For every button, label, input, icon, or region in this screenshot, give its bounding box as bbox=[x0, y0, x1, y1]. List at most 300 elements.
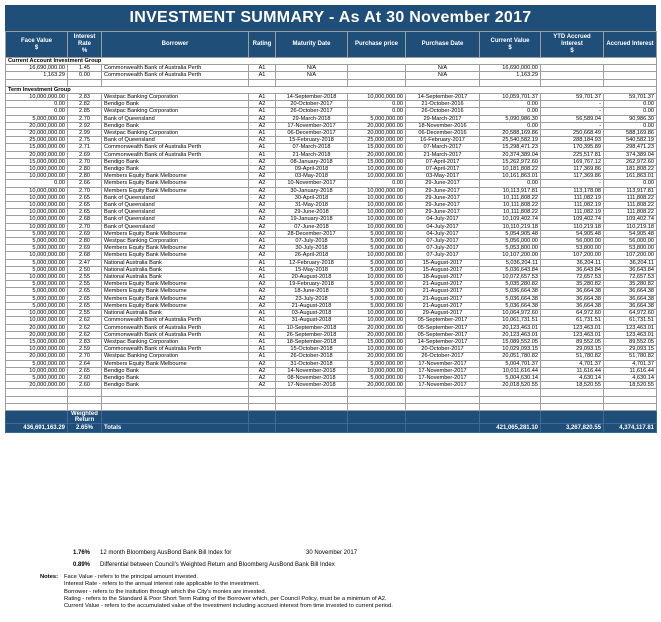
table-cell: Members Equity Bank Melbourne bbox=[102, 230, 249, 237]
table-cell: 10,029,093.15 bbox=[480, 346, 541, 353]
table-cell: 16-February-2017 bbox=[406, 137, 480, 144]
table-cell: 10,000,000.00 bbox=[348, 367, 406, 374]
table-cell: Members Equity Bank Melbourne bbox=[102, 252, 249, 259]
table-cell: 5,054,905.48 bbox=[480, 230, 541, 237]
table-row bbox=[6, 353, 657, 360]
table-cell: 14-November-2018 bbox=[276, 367, 348, 374]
table-cell: 10,000,000.00 bbox=[6, 367, 68, 374]
table-cell: 23-July-2018 bbox=[276, 295, 348, 302]
table-cell: 5,000,000.00 bbox=[348, 288, 406, 295]
table-cell: 5,036,643.84 bbox=[480, 266, 541, 273]
table-row bbox=[6, 216, 657, 223]
section-label: Term Investment Group bbox=[6, 86, 657, 93]
note-line: Borrower - refers to the insitution through which the City's monies are invested. bbox=[64, 588, 267, 595]
table-cell: - bbox=[541, 108, 604, 115]
table-cell: - bbox=[541, 122, 604, 129]
table-cell bbox=[480, 403, 541, 410]
table-row bbox=[6, 108, 657, 115]
table-cell: 169,767.12 bbox=[541, 158, 604, 165]
table-cell: 5,036,664.38 bbox=[480, 302, 541, 309]
table-cell: 2.69 bbox=[68, 245, 102, 252]
table-cell: 10,000,000.00 bbox=[6, 94, 68, 101]
table-cell: 10,072,657.53 bbox=[480, 274, 541, 281]
table-cell: 16,690,000.00 bbox=[480, 65, 541, 72]
table-cell: A1 bbox=[249, 144, 276, 151]
table-cell: 5,000,000.00 bbox=[6, 115, 68, 122]
table-row bbox=[6, 382, 657, 389]
table-cell: 4,630.14 bbox=[604, 374, 657, 381]
table-cell: Bank of Queensland bbox=[102, 209, 249, 216]
table-cell: 5,004,630.14 bbox=[480, 374, 541, 381]
table-cell: 21-August-2017 bbox=[406, 302, 480, 309]
table-cell: 17-November-2017 bbox=[406, 367, 480, 374]
table-cell: 51,780.82 bbox=[541, 353, 604, 360]
table-cell: 2.75 bbox=[68, 137, 102, 144]
table-cell: Commonwealth Bank of Australia Perth bbox=[102, 151, 249, 158]
table-cell bbox=[480, 396, 541, 403]
table-cell: 10,000,000.00 bbox=[6, 252, 68, 259]
table-cell: 1,163.29 bbox=[480, 72, 541, 79]
table-cell: 2.47 bbox=[68, 259, 102, 266]
table-cell bbox=[604, 396, 657, 403]
table-cell: Commonwealth Bank of Australia Perth bbox=[102, 317, 249, 324]
table-cell: 5,000,000.00 bbox=[6, 360, 68, 367]
column-header: Rating bbox=[249, 32, 276, 58]
table-cell: 5,056,000.00 bbox=[480, 238, 541, 245]
table-cell: 18-August-2017 bbox=[406, 274, 480, 281]
table-cell: Members Equity Bank Melbourne bbox=[102, 187, 249, 194]
benchmark-section bbox=[5, 550, 656, 569]
table-cell: N/A bbox=[276, 72, 348, 79]
table-cell: 20,000,000.00 bbox=[348, 324, 406, 331]
table-cell: 5,035,280.82 bbox=[480, 281, 541, 288]
table-cell: 29,093.15 bbox=[604, 346, 657, 353]
table-cell bbox=[276, 424, 348, 433]
table-cell: 07-March-2018 bbox=[276, 144, 348, 151]
table-cell: A1 bbox=[249, 94, 276, 101]
table-cell: 5,000,000.00 bbox=[6, 259, 68, 266]
table-cell: 10,000,000.00 bbox=[348, 209, 406, 216]
table-cell: Westpac Banking Corporation bbox=[102, 238, 249, 245]
table-cell: 10,000,000.00 bbox=[348, 223, 406, 230]
table-row bbox=[6, 137, 657, 144]
table-cell: 111,082.19 bbox=[541, 202, 604, 209]
table-cell: 10,000,000.00 bbox=[348, 346, 406, 353]
note-line: Face Value - refers to the principal amount invested. bbox=[64, 574, 198, 580]
table-cell: 2.80 bbox=[68, 173, 102, 180]
table-cell: A1 bbox=[249, 130, 276, 137]
table-cell: 5,000,000.00 bbox=[6, 230, 68, 237]
table-cell: 26-September-2018 bbox=[276, 331, 348, 338]
table-cell: 2.60 bbox=[68, 382, 102, 389]
table-cell: Members Equity Bank Melbourne bbox=[102, 180, 249, 187]
table-cell: 2.60 bbox=[68, 374, 102, 381]
table-cell: Members Equity Bank Melbourne bbox=[102, 288, 249, 295]
table-cell bbox=[249, 79, 276, 86]
total-ytd-interest: 3,267,820.55 bbox=[541, 424, 604, 433]
table-cell: 540,582.19 bbox=[604, 137, 657, 144]
bench-value: 1.76% bbox=[72, 550, 90, 556]
table-cell: 0.00 bbox=[604, 101, 657, 108]
table-cell: Commonwealth Bank of Australia Perth bbox=[102, 65, 249, 72]
table-cell: 25,000,000.00 bbox=[6, 137, 68, 144]
table-cell: 123,463.01 bbox=[604, 331, 657, 338]
table-cell: 29-June-2017 bbox=[406, 202, 480, 209]
table-cell: 29-June-2017 bbox=[406, 209, 480, 216]
table-cell: 15-October-2018 bbox=[276, 346, 348, 353]
table-cell: 19-January-2018 bbox=[276, 216, 348, 223]
table-cell: 5,000,000.00 bbox=[6, 302, 68, 309]
table-cell: 111,808.22 bbox=[604, 209, 657, 216]
table-cell: 31-May-2018 bbox=[276, 202, 348, 209]
table-cell: 10,181,808.22 bbox=[480, 166, 541, 173]
table-cell: 08-November-2018 bbox=[276, 374, 348, 381]
table-cell: 0.00 bbox=[480, 122, 541, 129]
note-line: Rating - refers to the Standard & Poor Short Term Rating of the Borrower which, per Council Policy, must be a minimum of A2. bbox=[64, 595, 387, 602]
table-cell: 2.83 bbox=[68, 338, 102, 345]
table-cell: 61,731.51 bbox=[604, 317, 657, 324]
table-cell: Westpac Banking Corporation bbox=[102, 130, 249, 137]
table-cell: N/A bbox=[406, 65, 480, 72]
table-cell: Members Equity Bank Melbourne bbox=[102, 281, 249, 288]
table-cell: 181,808.22 bbox=[604, 166, 657, 173]
table-row bbox=[6, 302, 657, 309]
table-row bbox=[6, 288, 657, 295]
table-cell: 05-September-2017 bbox=[406, 331, 480, 338]
table-cell: National Australia Bank bbox=[102, 266, 249, 273]
table-cell bbox=[406, 410, 480, 423]
table-cell bbox=[348, 396, 406, 403]
table-cell: 5,036,664.38 bbox=[480, 295, 541, 302]
table-cell: 21-August-2017 bbox=[406, 288, 480, 295]
table-cell: 31-August-2018 bbox=[276, 317, 348, 324]
table-cell: 5,000,000.00 bbox=[348, 238, 406, 245]
table-cell: 36,664.38 bbox=[541, 295, 604, 302]
table-cell: 10,000,000.00 bbox=[348, 187, 406, 194]
table-cell: Bendigo Bank bbox=[102, 122, 249, 129]
table-cell: 111,808.22 bbox=[604, 194, 657, 201]
table-cell: 10,000,000.00 bbox=[6, 274, 68, 281]
table-cell: 10,109,402.74 bbox=[480, 216, 541, 223]
table-cell bbox=[102, 389, 249, 396]
table-cell: 72,657.53 bbox=[541, 274, 604, 281]
table-cell: 21-March-2017 bbox=[406, 151, 480, 158]
table-row bbox=[6, 122, 657, 129]
table-cell: 21-March-2018 bbox=[276, 151, 348, 158]
table-cell: A2 bbox=[249, 137, 276, 144]
table-cell: Bendigo Bank bbox=[102, 158, 249, 165]
table-cell: A1 bbox=[249, 324, 276, 331]
table-cell: Commonwealth Bank of Australia Perth bbox=[102, 346, 249, 353]
table-cell: A1 bbox=[249, 338, 276, 345]
table-cell: A2 bbox=[249, 202, 276, 209]
table-cell: 14-September-2018 bbox=[276, 94, 348, 101]
table-cell: 123,463.01 bbox=[541, 331, 604, 338]
table-row bbox=[6, 338, 657, 345]
table-cell: 0.00 bbox=[480, 108, 541, 115]
table-row bbox=[6, 374, 657, 381]
table-row bbox=[6, 72, 657, 79]
table-cell: A2 bbox=[249, 382, 276, 389]
table-row bbox=[6, 144, 657, 151]
table-cell: A1 bbox=[249, 259, 276, 266]
table-cell: 21-August-2018 bbox=[276, 302, 348, 309]
table-cell: 64,972.60 bbox=[604, 310, 657, 317]
table-cell: 107,200.00 bbox=[604, 252, 657, 259]
table-cell: 117,369.86 bbox=[541, 166, 604, 173]
table-cell: 36,664.38 bbox=[541, 302, 604, 309]
table-cell: 0.00 bbox=[480, 180, 541, 187]
table-cell: 2.71 bbox=[68, 144, 102, 151]
table-row bbox=[6, 324, 657, 331]
table-cell: A2 bbox=[249, 295, 276, 302]
table-cell: 10,000,000.00 bbox=[6, 187, 68, 194]
table-cell: - bbox=[541, 101, 604, 108]
table-cell: 30-January-2018 bbox=[276, 187, 348, 194]
table-cell: 04-July-2017 bbox=[406, 230, 480, 237]
table-cell bbox=[6, 403, 68, 410]
table-cell: 26-October-2017 bbox=[406, 353, 480, 360]
table-cell bbox=[348, 65, 406, 72]
table-cell: 5,000,000.00 bbox=[348, 266, 406, 273]
bench-row-differential bbox=[5, 562, 656, 570]
table-cell: 89,552.05 bbox=[604, 338, 657, 345]
table-cell: 0.00 bbox=[68, 72, 102, 79]
table-cell: 2.59 bbox=[68, 346, 102, 353]
table-cell: 2.55 bbox=[68, 310, 102, 317]
table-cell: 29,093.15 bbox=[541, 346, 604, 353]
table-cell: 11,616.44 bbox=[541, 367, 604, 374]
table-cell: 10,011,616.44 bbox=[480, 367, 541, 374]
table-row bbox=[6, 194, 657, 201]
table-cell bbox=[480, 389, 541, 396]
table-cell: Bank of Queensland bbox=[102, 216, 249, 223]
table-cell: 10,000,000.00 bbox=[348, 310, 406, 317]
table-cell: 03-May-2018 bbox=[276, 173, 348, 180]
table-row bbox=[6, 252, 657, 259]
table-cell: 36,664.38 bbox=[604, 295, 657, 302]
table-cell: 10,000,000.00 bbox=[348, 216, 406, 223]
table-cell: 20,000,000.00 bbox=[348, 382, 406, 389]
table-cell: A2 bbox=[249, 230, 276, 237]
table-cell: 1,163.29 bbox=[6, 72, 68, 79]
table-cell: 2.82 bbox=[68, 101, 102, 108]
bench-date: 30 November 2017 bbox=[306, 550, 358, 556]
column-header: Face Value $ bbox=[6, 32, 68, 58]
table-cell: 30-July-2018 bbox=[276, 245, 348, 252]
table-cell bbox=[604, 410, 657, 423]
table-cell: 36,664.38 bbox=[541, 288, 604, 295]
notes-section bbox=[40, 574, 656, 610]
table-cell: 15-February-2018 bbox=[276, 137, 348, 144]
table-cell: 15,000,000.00 bbox=[348, 338, 406, 345]
table-cell bbox=[6, 79, 68, 86]
table-cell: 2.99 bbox=[68, 130, 102, 137]
table-cell: 2.69 bbox=[68, 230, 102, 237]
table-cell: 10,000,000.00 bbox=[6, 317, 68, 324]
table-cell: Members Equity Bank Melbourne bbox=[102, 360, 249, 367]
table-cell: 15,000,000.00 bbox=[6, 158, 68, 165]
table-cell: A1 bbox=[249, 310, 276, 317]
table-row bbox=[6, 310, 657, 317]
table-cell: 2.65 bbox=[68, 288, 102, 295]
table-cell: A2 bbox=[249, 360, 276, 367]
table-cell: Commonwealth Bank of Australia Perth bbox=[102, 72, 249, 79]
blank-row bbox=[6, 79, 657, 86]
table-cell: 113,178.08 bbox=[541, 187, 604, 194]
table-cell: 0.00 bbox=[480, 101, 541, 108]
table-cell: 15,000,000.00 bbox=[348, 158, 406, 165]
table-cell: 25,000,000.00 bbox=[348, 137, 406, 144]
table-cell bbox=[102, 79, 249, 86]
weighted-return: 2.65% bbox=[68, 424, 102, 433]
table-cell: A2 bbox=[249, 187, 276, 194]
table-cell: Westpac Banking Corporation bbox=[102, 338, 249, 345]
table-cell: 15,000,000.00 bbox=[6, 144, 68, 151]
table-cell: 07-July-2017 bbox=[406, 238, 480, 245]
table-cell bbox=[249, 410, 276, 423]
table-cell: 06-December-2016 bbox=[406, 130, 480, 137]
table-cell: 36,664.38 bbox=[604, 288, 657, 295]
table-cell: 5,053,800.00 bbox=[480, 245, 541, 252]
table-cell: 2.92 bbox=[68, 122, 102, 129]
table-cell: N/A bbox=[276, 65, 348, 72]
table-cell bbox=[406, 389, 480, 396]
table-cell: 2.65 bbox=[68, 194, 102, 201]
table-cell: 20,000,000.00 bbox=[348, 353, 406, 360]
table-cell: Commonwealth Bank of Australia Perth bbox=[102, 324, 249, 331]
table-cell: A1 bbox=[249, 353, 276, 360]
table-cell: 20,123,463.01 bbox=[480, 331, 541, 338]
table-cell: 10,064,972.60 bbox=[480, 310, 541, 317]
table-cell: A2 bbox=[249, 367, 276, 374]
table-cell: Bank of Queensland bbox=[102, 202, 249, 209]
table-cell: Bendigo Bank bbox=[102, 374, 249, 381]
table-cell: 4,630.14 bbox=[541, 374, 604, 381]
table-cell: 5,000,000.00 bbox=[6, 281, 68, 288]
table-cell: Westpac Banking Corporation bbox=[102, 353, 249, 360]
table-cell: 20,588,169.86 bbox=[480, 130, 541, 137]
table-row bbox=[6, 223, 657, 230]
table-cell: 2.65 bbox=[68, 202, 102, 209]
table-cell: A2 bbox=[249, 223, 276, 230]
table-cell: 31-October-2018 bbox=[276, 360, 348, 367]
table-cell: 61,731.51 bbox=[541, 317, 604, 324]
table-cell: 262,972.60 bbox=[604, 158, 657, 165]
table-cell: 109,402.74 bbox=[541, 216, 604, 223]
table-row bbox=[6, 259, 657, 266]
table-cell: 0.00 bbox=[604, 180, 657, 187]
table-cell: 59,701.37 bbox=[541, 94, 604, 101]
table-cell: 109,402.74 bbox=[604, 216, 657, 223]
section-header-row bbox=[6, 86, 657, 93]
table-cell: A2 bbox=[249, 281, 276, 288]
table-cell: 2.70 bbox=[68, 187, 102, 194]
table-cell: 4,701.37 bbox=[541, 360, 604, 367]
table-row bbox=[6, 173, 657, 180]
table-cell: 18-November-2016 bbox=[406, 122, 480, 129]
table-cell: 2.80 bbox=[68, 166, 102, 173]
table-cell: 2.69 bbox=[68, 151, 102, 158]
table-cell: A1 bbox=[249, 108, 276, 115]
table-cell: 29-March-2018 bbox=[276, 115, 348, 122]
table-cell: 123,463.01 bbox=[541, 324, 604, 331]
table-cell: 288,184.93 bbox=[541, 137, 604, 144]
total-face-value: 436,691,163.29 bbox=[6, 424, 68, 433]
table-cell: 10,111,808.22 bbox=[480, 202, 541, 209]
table-cell bbox=[541, 79, 604, 86]
table-cell: 0.00 bbox=[348, 101, 406, 108]
table-cell: 2.70 bbox=[68, 353, 102, 360]
table-cell: 0.00 bbox=[6, 108, 68, 115]
table-cell: 14-September-2017 bbox=[406, 94, 480, 101]
table-cell: 2.68 bbox=[68, 216, 102, 223]
table-cell: 2.65 bbox=[68, 209, 102, 216]
table-cell: 36,664.38 bbox=[604, 302, 657, 309]
table-cell: 08-January-2018 bbox=[276, 158, 348, 165]
table-cell: 2.65 bbox=[68, 367, 102, 374]
total-accrued-interest: 4,374,117.81 bbox=[604, 424, 657, 433]
table-cell: A1 bbox=[249, 266, 276, 273]
table-cell: 113,917.81 bbox=[604, 187, 657, 194]
table-cell bbox=[276, 396, 348, 403]
table-cell: 19-February-2018 bbox=[276, 281, 348, 288]
table-cell: Bank of Queensland bbox=[102, 137, 249, 144]
table-cell: 2.62 bbox=[68, 317, 102, 324]
table-cell bbox=[480, 79, 541, 86]
table-cell: 07-July-2018 bbox=[276, 238, 348, 245]
table-cell: 588,169.86 bbox=[604, 130, 657, 137]
table-cell: 36,204.11 bbox=[604, 259, 657, 266]
table-cell: 20,123,463.01 bbox=[480, 324, 541, 331]
table-row bbox=[6, 209, 657, 216]
table-cell: 54,905.48 bbox=[604, 230, 657, 237]
table-cell: 07-July-2017 bbox=[406, 245, 480, 252]
table-cell: 5,000,000.00 bbox=[348, 259, 406, 266]
table-cell bbox=[68, 389, 102, 396]
table-cell: 21-October-2016 bbox=[406, 101, 480, 108]
table-cell: A1 bbox=[249, 151, 276, 158]
table-cell bbox=[406, 424, 480, 433]
investment-table bbox=[5, 31, 657, 433]
table-cell bbox=[348, 79, 406, 86]
table-cell: 17-November-2017 bbox=[406, 360, 480, 367]
table-cell bbox=[604, 79, 657, 86]
table-cell bbox=[541, 389, 604, 396]
table-cell bbox=[406, 403, 480, 410]
table-cell: 1.45 bbox=[68, 65, 102, 72]
table-cell bbox=[102, 403, 249, 410]
table-cell: 10,000,000.00 bbox=[348, 252, 406, 259]
table-header-row bbox=[6, 32, 657, 58]
note-line: Interest Rate - refers to the annual interest rate applicable to the investment. bbox=[64, 581, 260, 588]
table-cell: 10,000,000.00 bbox=[6, 209, 68, 216]
table-cell: 2.83 bbox=[68, 94, 102, 101]
table-cell: A2 bbox=[249, 122, 276, 129]
table-cell: 21-August-2017 bbox=[406, 295, 480, 302]
table-cell: 374,389.04 bbox=[604, 151, 657, 158]
table-cell: A1 bbox=[249, 317, 276, 324]
table-cell: 10,111,808.22 bbox=[480, 194, 541, 201]
table-cell bbox=[276, 403, 348, 410]
table-cell: 5,000,000.00 bbox=[6, 374, 68, 381]
table-row bbox=[6, 317, 657, 324]
table-cell: 111,082.19 bbox=[541, 209, 604, 216]
table-cell: 10,000,000.00 bbox=[6, 216, 68, 223]
table-cell bbox=[276, 389, 348, 396]
table-cell: 20,000,000.00 bbox=[6, 382, 68, 389]
notes-label: Notes: bbox=[40, 574, 59, 580]
